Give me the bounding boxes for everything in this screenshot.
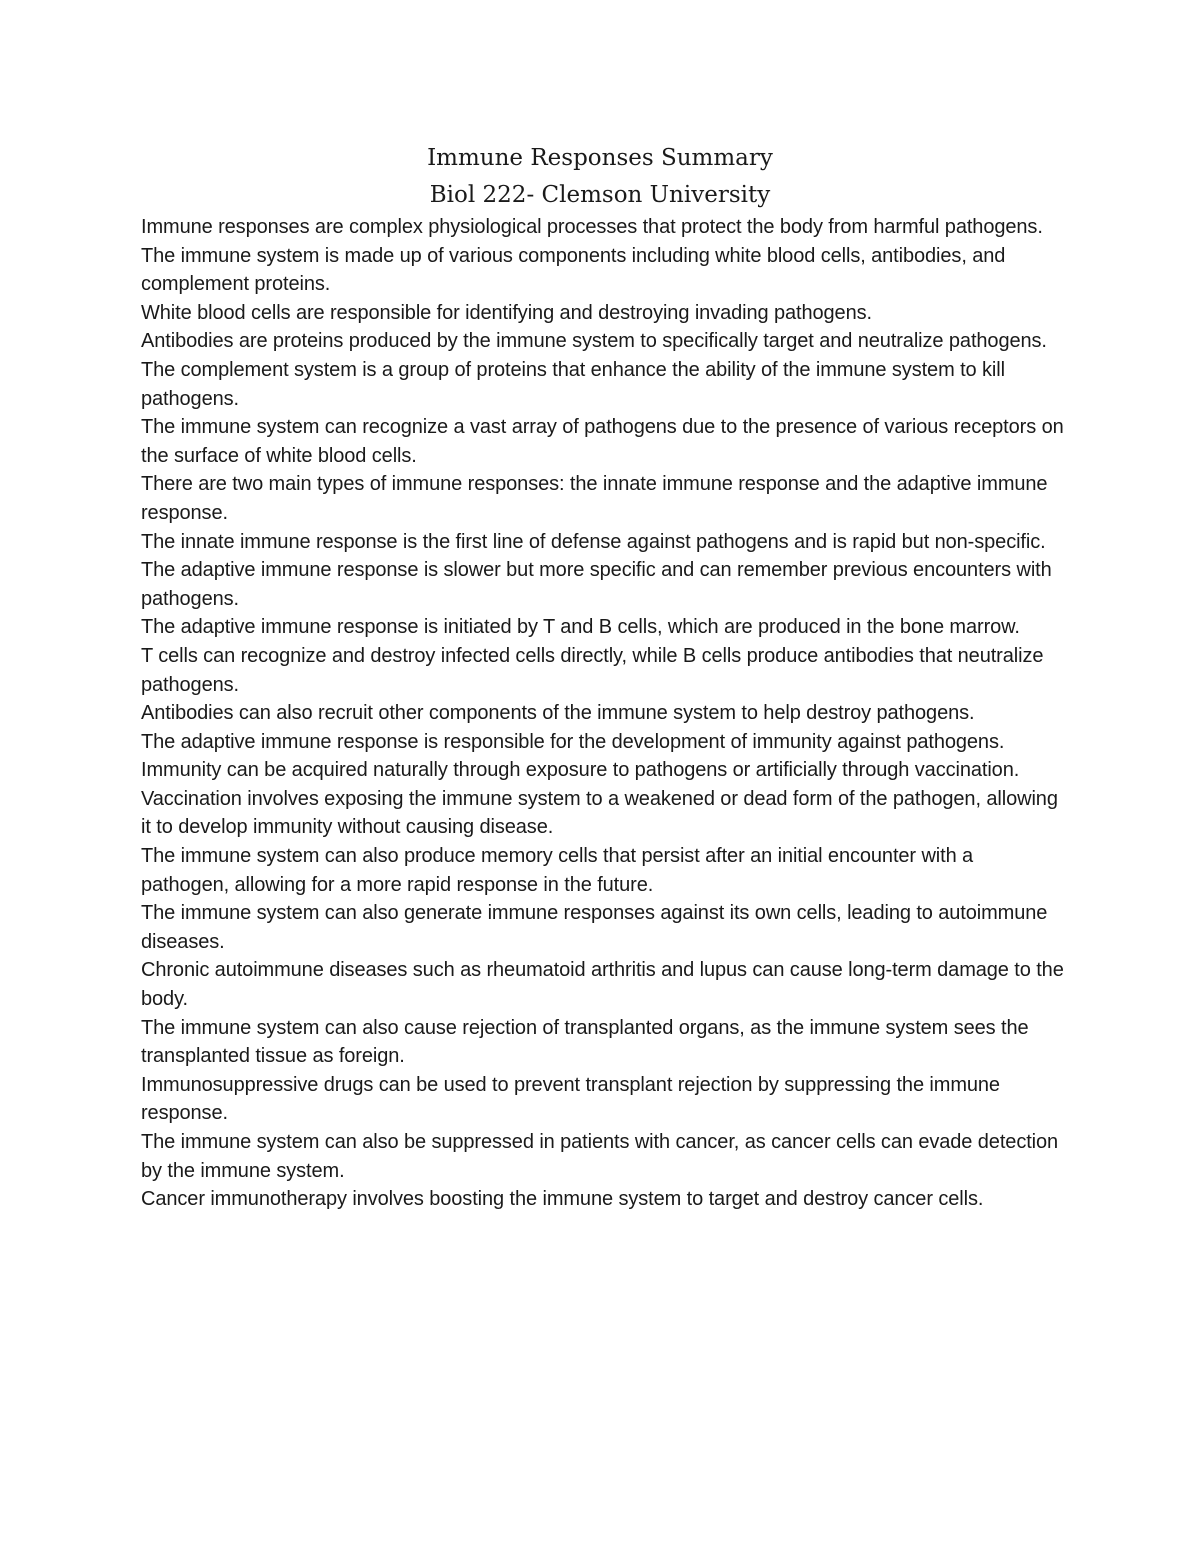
document-body bbox=[141, 213, 1066, 1214]
body-paragraph: White blood cells are responsible for identifying and destroying invading pathogens. bbox=[141, 301, 872, 324]
body-paragraph: The complement system is a group of proteins that enhance the ability of the immune system to kill pathogens. bbox=[141, 358, 1005, 410]
body-paragraph: The immune system can also produce memory cells that persist after an initial encounter with a pathogen, allowing for a more rapid response in the future. bbox=[141, 845, 974, 896]
body-paragraph: Chronic autoimmune diseases such as rheumatoid arthritis and lupus can cause long-term damage to the body. bbox=[141, 959, 1064, 1011]
body-paragraph: Immunity can be acquired naturally through exposure to pathogens or artificially through vaccination. bbox=[141, 759, 1020, 782]
body-paragraph: The innate immune response is the first line of defense against pathogens and is rapid but non-specific. bbox=[141, 530, 1046, 553]
body-paragraph: The adaptive immune response is initiated by T and B cells, which are produced in the bone marrow. bbox=[141, 616, 1020, 639]
body-paragraph: The adaptive immune response is responsible for the development of immunity against pathogens. bbox=[141, 730, 1005, 753]
title-block bbox=[0, 140, 1200, 214]
body-paragraph: T cells can recognize and destroy infected cells directly, while B cells produce antibodies that neutralize pathogens. bbox=[141, 644, 1044, 696]
body-paragraph: The immune system can also be suppressed in patients with cancer, as cancer cells can evade detection by the immune system. bbox=[141, 1131, 1059, 1182]
body-paragraph: Vaccination involves exposing the immune system to a weakened or dead form of the pathogen, allowing it to develop immunity without causing disease. bbox=[141, 787, 1058, 839]
body-paragraph: The immune system can recognize a vast array of pathogens due to the presence of various receptors on the surface of white blood cells. bbox=[141, 416, 1064, 467]
body-paragraph: Immunosuppressive drugs can be used to prevent transplant rejection by suppressing the immune response. bbox=[141, 1073, 1000, 1125]
document-subtitle: Biol 222- Clemson University bbox=[429, 182, 771, 208]
body-paragraph: Immune responses are complex physiological processes that protect the body from harmful pathogens. bbox=[141, 216, 1043, 238]
body-paragraph: Cancer immunotherapy involves boosting the immune system to target and destroy cancer cells. bbox=[141, 1188, 984, 1211]
document-title: Immune Responses Summary bbox=[427, 145, 773, 171]
body-paragraph: The immune system can also generate immune responses against its own cells, leading to autoimmune diseases. bbox=[141, 902, 1048, 953]
body-paragraph: The adaptive immune response is slower but more specific and can remember previous encounters with pathogens. bbox=[141, 559, 1052, 610]
body-paragraph: There are two main types of immune responses: the innate immune response and the adaptive immune response. bbox=[141, 473, 1048, 524]
body-paragraph: Antibodies can also recruit other components of the immune system to help destroy pathogens. bbox=[141, 702, 975, 725]
body-paragraph: The immune system can also cause rejection of transplanted organs, as the immune system sees the transplanted tissue as foreign. bbox=[141, 1016, 1029, 1068]
body-paragraph: The immune system is made up of various components including white blood cells, antibodies, and complement proteins. bbox=[141, 244, 1006, 296]
body-paragraph: Antibodies are proteins produced by the immune system to specifically target and neutralize pathogens. bbox=[141, 330, 1047, 353]
